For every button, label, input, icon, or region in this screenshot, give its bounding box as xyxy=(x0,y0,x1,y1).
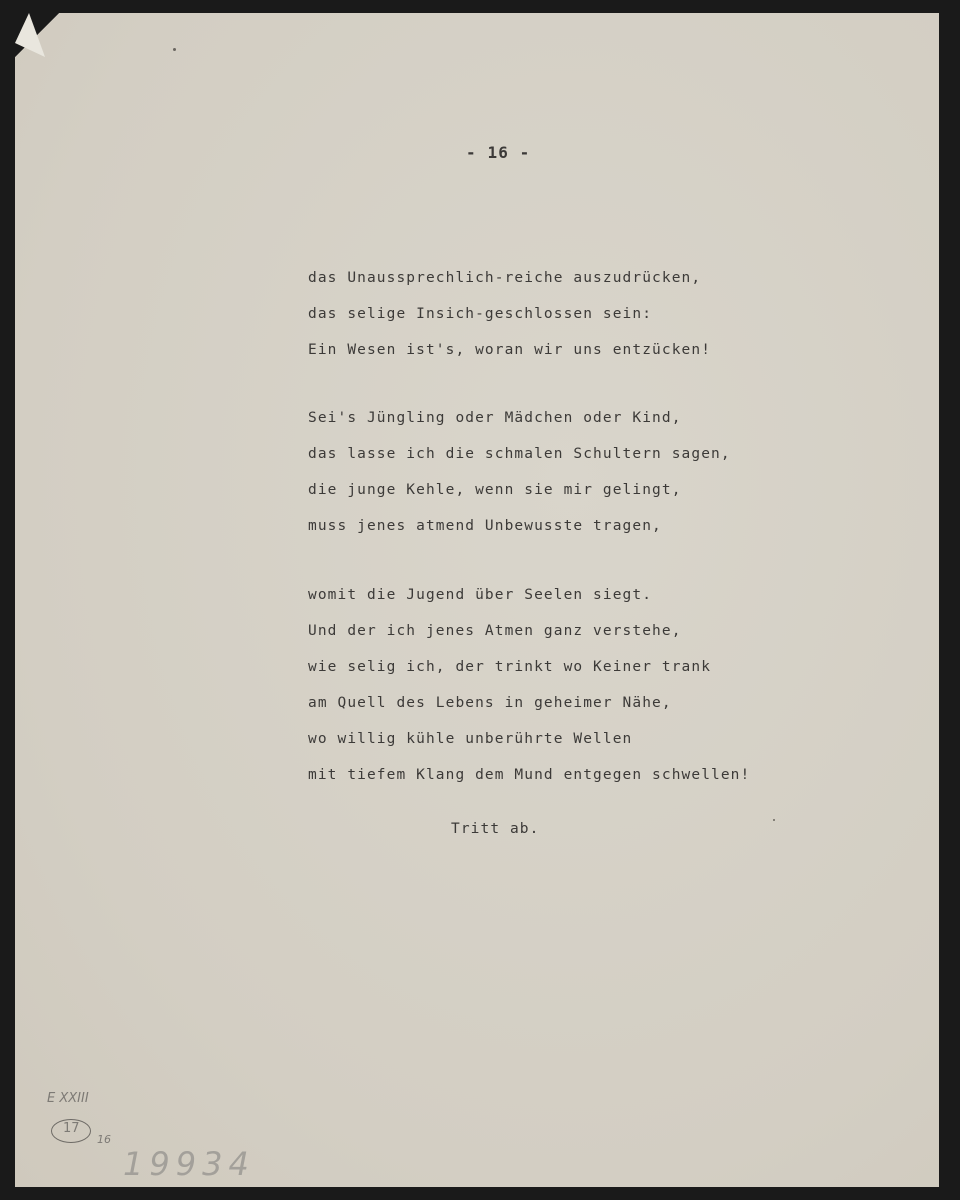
page-number: - 16 - xyxy=(466,143,531,162)
poem-line: am Quell des Lebens in geheimer Nähe, xyxy=(308,695,672,711)
archive-signature-mark: E XXIII xyxy=(47,1091,89,1106)
poem-line: das Unaussprechlich-reiche auszudrücken, xyxy=(308,270,702,286)
poem-line: das selige Insich-geschlossen sein: xyxy=(308,306,653,322)
inventory-number: 19934 xyxy=(123,1145,255,1183)
poem-line: mit tiefem Klang dem Mund entgegen schwellen! xyxy=(308,767,751,783)
poem-line: muss jenes atmend Unbewusste tragen, xyxy=(308,518,662,534)
poem-line: das lasse ich die schmalen Schultern sagen, xyxy=(308,446,731,462)
poem-line: wo willig kühle unberührte Wellen xyxy=(308,731,633,747)
poem-line: Ein Wesen ist's, woran wir uns entzücken! xyxy=(308,342,712,358)
poem-line: wie selig ich, der trinkt wo Keiner trank xyxy=(308,659,712,675)
archive-folio-number: 17 xyxy=(63,1121,80,1136)
poem-line: die junge Kehle, wenn sie mir gelingt, xyxy=(308,482,682,498)
folded-corner-flap xyxy=(15,13,61,59)
document-page xyxy=(15,13,939,1187)
paper-speck xyxy=(173,48,176,51)
stage-direction: Tritt ab. xyxy=(451,821,540,837)
paper-speck xyxy=(773,819,775,821)
poem-line: Und der ich jenes Atmen ganz verstehe, xyxy=(308,623,682,639)
poem-line: womit die Jugend über Seelen siegt. xyxy=(308,587,653,603)
poem-line: Sei's Jüngling oder Mädchen oder Kind, xyxy=(308,410,682,426)
archive-folio-sub: 16 xyxy=(97,1133,111,1146)
